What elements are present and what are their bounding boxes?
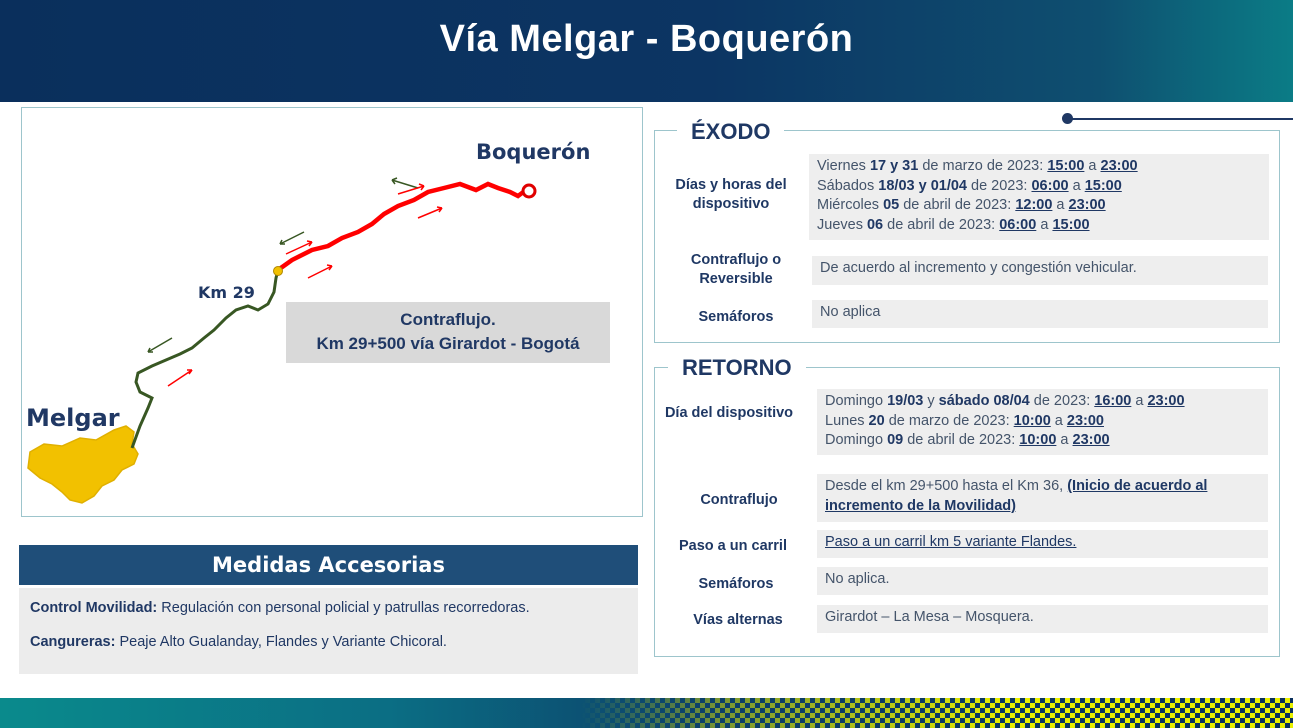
km29-marker xyxy=(274,267,283,276)
exodo-semaforos-value: No aplica xyxy=(812,300,1268,328)
retorno-dia-lines xyxy=(825,392,1260,451)
schedule-start-time: 10:00 xyxy=(1019,432,1057,448)
schedule-end-time: 23:00 xyxy=(1147,393,1185,409)
schedule-day: Domingo xyxy=(825,393,888,409)
cangureras-label: Cangureras: xyxy=(30,634,116,650)
boqueron-label: Boquerón xyxy=(476,140,591,164)
schedule-end-time: 23:00 xyxy=(1072,432,1110,448)
schedule-month: de 2023: xyxy=(966,177,1032,194)
schedule-day: Miércoles xyxy=(817,197,884,213)
schedule-month: de marzo de 2023: xyxy=(884,412,1014,429)
contraflujo-callout-line2: Km 29+500 vía Girardot - Bogotá xyxy=(316,334,580,353)
retorno-alternas-label: Vías alternas xyxy=(693,612,783,628)
retorno-title: RETORNO xyxy=(668,355,806,381)
schedule-separator: a xyxy=(1131,393,1148,409)
exodo-dias-value xyxy=(809,154,1269,240)
retorno-contraflujo-label: Contraflujo xyxy=(700,492,778,508)
medidas-body xyxy=(19,588,638,674)
retorno-paso-label: Paso a un carril xyxy=(679,538,787,554)
retorno-semaforos-label: Semáforos xyxy=(698,576,774,592)
schedule-day: Lunes xyxy=(825,412,869,429)
medidas-title: Medidas Accesorias xyxy=(19,545,638,585)
exodo-schedule-line xyxy=(817,216,1261,236)
retorno-dia-label: Día del dispositivo xyxy=(664,405,794,421)
schedule-day: Viernes xyxy=(817,158,870,174)
schedule-date-2: sábado 08/04 xyxy=(938,393,1030,409)
retorno-contraflujo-link[interactable]: (Inicio de acuerdo al incremento de la Movilidad) xyxy=(825,478,1208,514)
schedule-end-time: 15:00 xyxy=(1052,216,1090,233)
schedule-date: 09 xyxy=(887,432,904,448)
schedule-year: de 2023: xyxy=(1029,393,1095,409)
exodo-title: ÉXODO xyxy=(677,119,784,145)
schedule-separator: a xyxy=(1052,197,1069,213)
schedule-start-time: 10:00 xyxy=(1013,412,1051,429)
schedule-date: 19/03 xyxy=(887,393,924,409)
cangureras-text: Peaje Alto Gualanday, Flandes y Variante Chicoral. xyxy=(119,634,447,650)
exodo-contraflujo-value: De acuerdo al incremento y congestión vehicular. xyxy=(812,256,1268,285)
schedule-start-time: 06:00 xyxy=(1031,177,1069,194)
exodo-schedule-line xyxy=(817,177,1261,197)
retorno-dia-value xyxy=(817,389,1268,455)
decorative-line xyxy=(1068,118,1293,120)
schedule-separator: a xyxy=(1050,412,1067,429)
exodo-semaforos-label: Semáforos xyxy=(698,309,774,325)
schedule-end-time: 23:00 xyxy=(1100,158,1138,174)
control-movilidad-label: Control Movilidad: xyxy=(30,600,158,616)
schedule-day: Domingo xyxy=(825,432,888,448)
schedule-month: y xyxy=(923,393,939,409)
retorno-contraflujo-text: Desde el km 29+500 hasta el Km 36, xyxy=(825,478,1068,494)
decorative-dot xyxy=(1062,113,1073,124)
page-title: Vía Melgar - Boquerón xyxy=(439,18,854,60)
retorno-schedule-line xyxy=(825,431,1260,451)
schedule-day: Jueves xyxy=(817,216,867,233)
schedule-separator: a xyxy=(1068,177,1085,194)
schedule-start-time: 15:00 xyxy=(1047,158,1085,174)
schedule-end-time: 23:00 xyxy=(1068,197,1106,213)
control-movilidad-text: Regulación con personal policial y patrullas recorredoras. xyxy=(161,600,530,616)
retorno-schedule-line xyxy=(825,412,1260,432)
melgar-area-shape xyxy=(28,426,138,503)
exodo-dias-label: Días y horas del dispositivo xyxy=(675,177,787,212)
exodo-schedule-line xyxy=(817,196,1261,216)
schedule-end-time: 15:00 xyxy=(1084,177,1122,194)
schedule-separator: a xyxy=(1036,216,1053,233)
retorno-schedule-line xyxy=(825,392,1260,412)
route-map xyxy=(21,107,643,517)
schedule-month: de marzo de 2023: xyxy=(918,158,1048,174)
cangureras-row xyxy=(30,634,638,650)
footer-checker-pattern xyxy=(580,698,1293,728)
schedule-separator: a xyxy=(1056,432,1073,448)
schedule-date: 05 xyxy=(883,197,900,213)
schedule-start-time: 12:00 xyxy=(1015,197,1053,213)
schedule-separator: a xyxy=(1084,158,1101,174)
schedule-month: de abril de 2023: xyxy=(899,197,1016,213)
retorno-paso-link[interactable]: Paso a un carril km 5 variante Flandes. xyxy=(825,534,1077,550)
melgar-label: Melgar xyxy=(26,404,120,432)
retorno-paso-value xyxy=(817,530,1268,558)
schedule-date: 20 xyxy=(868,412,885,429)
schedule-month: de abril de 2023: xyxy=(883,216,1000,233)
km29-label: Km 29 xyxy=(198,283,255,302)
schedule-start-time: 16:00 xyxy=(1094,393,1132,409)
schedule-date: 18/03 y 01/04 xyxy=(878,177,967,194)
contraflow-road xyxy=(278,184,526,270)
control-movilidad-row xyxy=(30,600,638,616)
header-banner xyxy=(0,0,1293,102)
exodo-schedule-line xyxy=(817,157,1261,177)
exodo-contraflujo-label: Contraflujo o Reversible xyxy=(690,252,782,287)
schedule-day: Sábados xyxy=(817,177,879,194)
schedule-month: de abril de 2023: xyxy=(903,432,1020,448)
contraflujo-callout-line1: Contraflujo. xyxy=(400,310,496,329)
retorno-semaforos-value: No aplica. xyxy=(817,567,1268,595)
schedule-date: 17 y 31 xyxy=(869,158,919,174)
exodo-dias-lines xyxy=(817,157,1261,235)
contraflujo-callout xyxy=(286,302,610,363)
retorno-alternas-value: Girardot – La Mesa – Mosquera. xyxy=(817,605,1268,633)
schedule-end-time: 23:00 xyxy=(1066,412,1104,429)
schedule-date: 06 xyxy=(866,216,884,233)
boqueron-marker xyxy=(523,185,535,197)
schedule-start-time: 06:00 xyxy=(999,216,1037,233)
retorno-contraflujo-value xyxy=(817,474,1268,522)
